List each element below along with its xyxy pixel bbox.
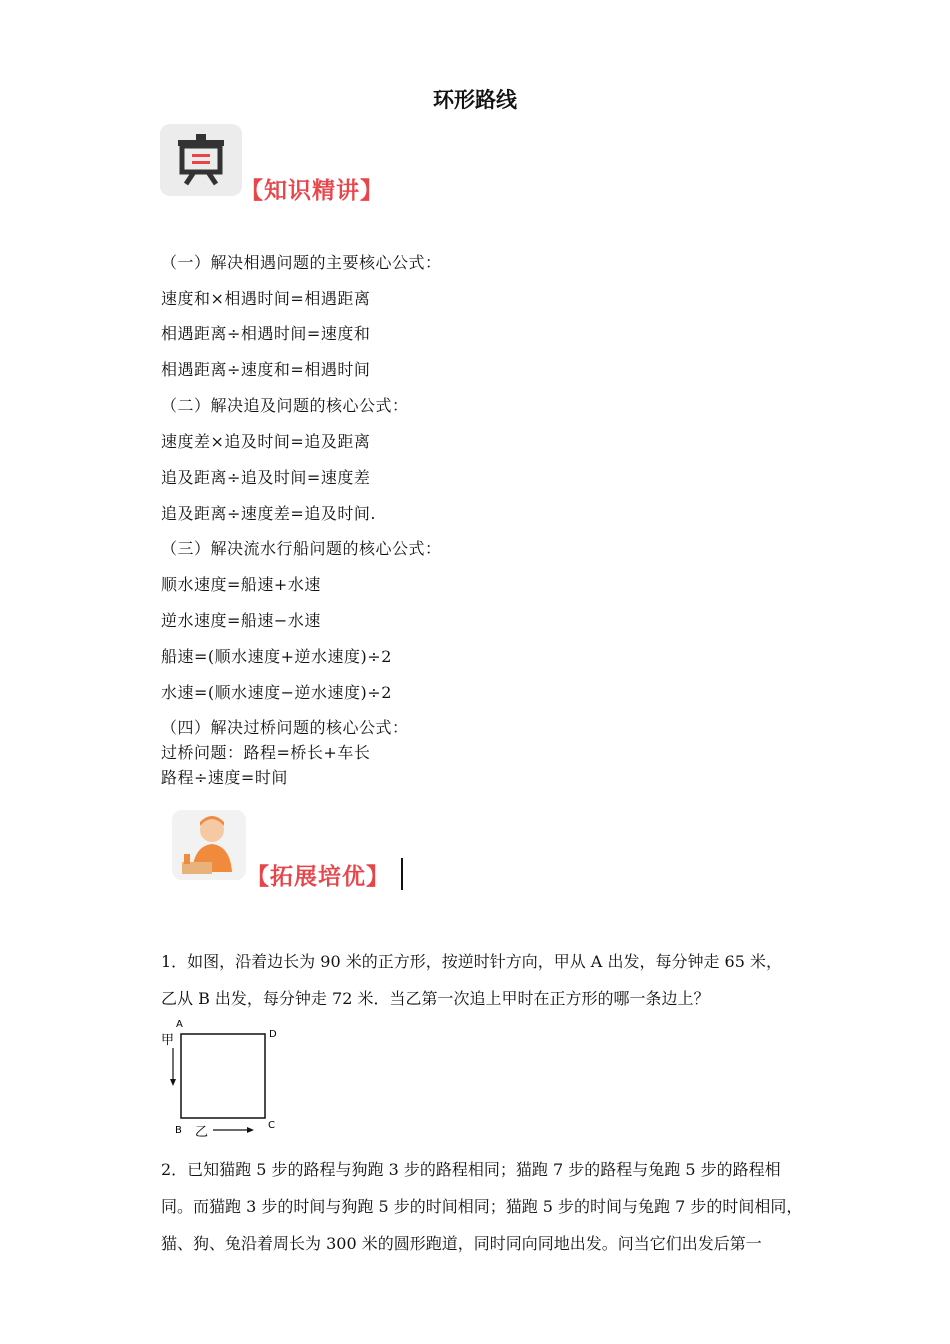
formula-line: 速度差×追及时间=追及距离 xyxy=(161,432,371,451)
formula-line: 船速=(顺水速度+逆水速度)÷2 xyxy=(161,647,392,666)
problem-2-line-2: 同。而猫跑 3 步的时间与狗跑 5 步的时间相同；猫跑 5 步的时间与兔跑 7 步的时间相同， xyxy=(161,1197,803,1216)
formula-line: 相遇距离÷相遇时间=速度和 xyxy=(161,324,371,343)
walker-yi-label: 乙 xyxy=(195,1125,209,1140)
page-title: 环形路线 xyxy=(433,88,517,112)
formula-line: 逆水速度=船速−水速 xyxy=(161,611,321,630)
corner-d-label: D xyxy=(269,1029,277,1040)
formula-line: 追及距离÷速度差=追及时间. xyxy=(161,504,376,523)
formula-line: 过桥问题：路程=桥长+车长 xyxy=(161,743,371,762)
knowledge-banner: 【知识精讲】 xyxy=(240,177,384,204)
problem-1-line-2: 乙从 B 出发，每分钟走 72 米．当乙第一次追上甲时在正方形的哪一条边上？ xyxy=(161,989,710,1008)
formula-line: 顺水速度=船速+水速 xyxy=(161,575,321,594)
formula-line: 水速=(顺水速度−逆水速度)÷2 xyxy=(161,683,392,702)
corner-b-label: B xyxy=(175,1125,182,1136)
square-track-figure xyxy=(156,1016,286,1142)
formula-heading-3: （三）解决流水行船问题的核心公式： xyxy=(161,539,442,558)
formula-heading-1: （一）解决相遇问题的主要核心公式： xyxy=(161,253,442,272)
formula-line: 路程÷速度=时间 xyxy=(161,768,288,787)
corner-a-label: A xyxy=(176,1019,183,1030)
extension-banner: 【拓展培优】 xyxy=(246,863,390,890)
text-cursor xyxy=(401,858,403,890)
square-track xyxy=(181,1034,265,1118)
walker-jia-label: 甲 xyxy=(161,1033,175,1048)
formula-heading-4: （四）解决过桥问题的核心公式： xyxy=(161,718,409,737)
corner-c-label: C xyxy=(268,1120,275,1131)
problem-2-line-1: 2．已知猫跑 5 步的路程与狗跑 3 步的路程相同；猫跑 7 步的路程与兔跑 5 步的路程相 xyxy=(161,1160,781,1179)
formula-line: 追及距离÷追及时间=速度差 xyxy=(161,468,371,487)
presentation-board-icon xyxy=(160,124,242,196)
formula-line: 速度和×相遇时间=相遇距离 xyxy=(161,289,371,308)
teacher-illustration-icon xyxy=(172,810,246,880)
problem-1-line-1: 1．如图，沿着边长为 90 米的正方形，按逆时针方向，甲从 A 出发，每分钟走 65 米， xyxy=(161,952,782,971)
formula-heading-2: （二）解决追及问题的核心公式： xyxy=(161,396,409,415)
formula-line: 相遇距离÷速度和=相遇时间 xyxy=(161,360,371,379)
problem-2-line-3: 猫、狗、兔沿着周长为 300 米的圆形跑道，同时同向同地出发。问当它们出发后第一 xyxy=(161,1234,762,1253)
